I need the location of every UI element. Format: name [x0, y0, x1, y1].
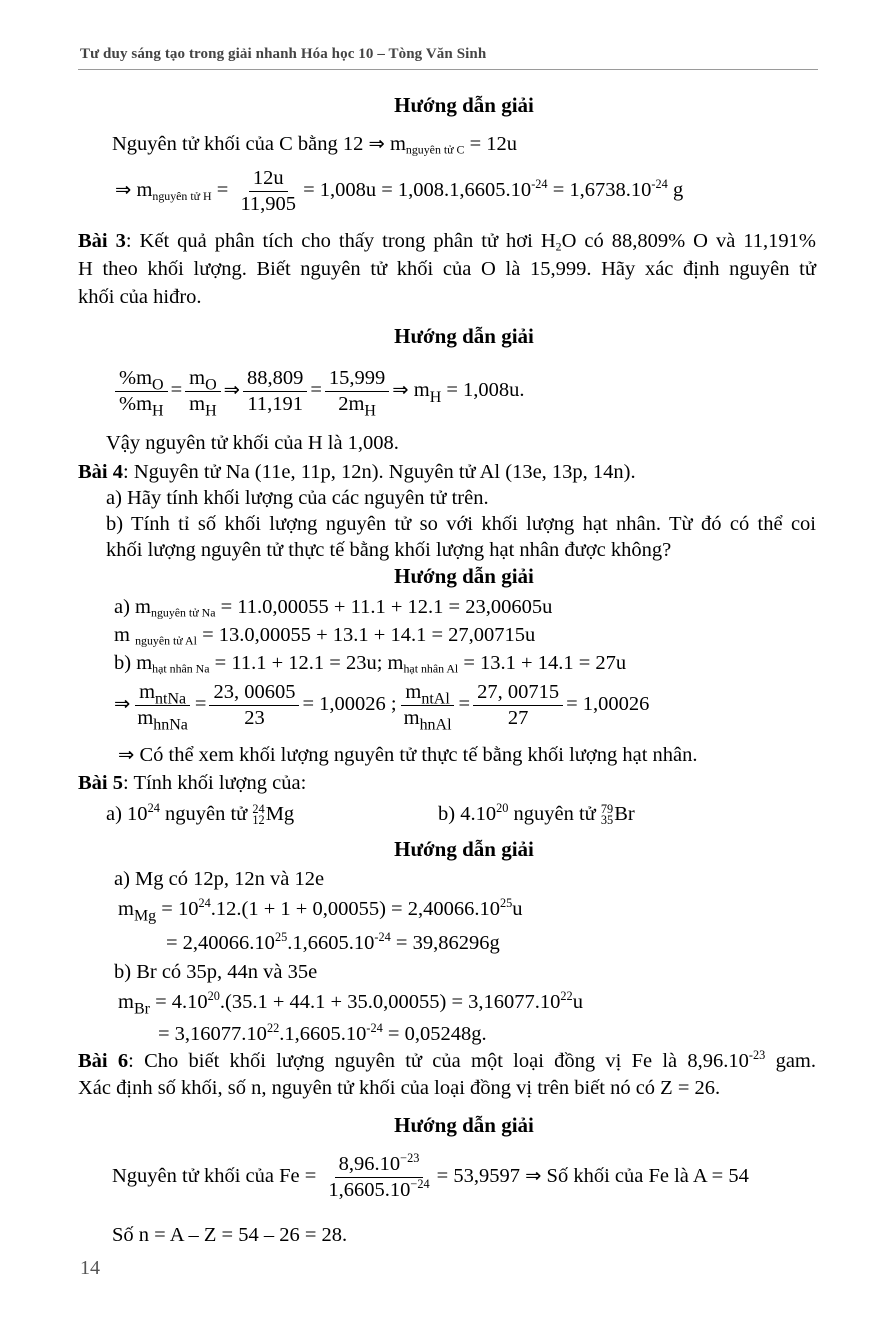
- solution-heading: Hướng dẫn giải: [394, 564, 534, 588]
- sol6-equation: Nguyên tử khối của Fe = $\frac{8,96.10^{-23}}{1,6605.10^{-24}}$ = 53,9597 ⇒ Số khối của Fe là A = 54: [112, 1151, 749, 1201]
- bai3-line1: Bài 3: Kết quả phân tích cho thấy trong phân tử hơi $H_2O$ có 88,809% O và 11,191%: [78, 230, 816, 254]
- bai3-line3: khối của hiđro.: [78, 286, 202, 308]
- sol2-line2: ⇒ $m_{nguyên tử H}$ = $\frac{12u}{11,905}$ = $1,008u = 1,008.1,6605.10^{-24} = 1,6738.10^{-24}$ g: [115, 167, 684, 215]
- solution-heading: Hướng dẫn giải: [394, 93, 534, 117]
- solution-heading: Hướng dẫn giải: [394, 1113, 534, 1137]
- bai5-a: a) $10^{24}$ nguyên tử 24 12 Mg: [106, 801, 295, 828]
- bai4-a: a) Hãy tính khối lượng của các nguyên tử trên.: [106, 487, 489, 509]
- sol5-br1: $m_{Br} = 4.10^{20}.(35.1 + 44.1 + 35.0,00055) = 3,16077.10^{22}u$: [118, 989, 583, 1018]
- sol3-equation: $\frac{\%m_O}{\%m_H}$ = $\frac{m_O}{m_H}$ ⇒ $\frac{88,809}{11,191}$ = $\frac{15,999}{2m_H}$ ⇒ $m_H = 1,008u$.: [112, 366, 525, 417]
- running-header: Tư duy sáng tạo trong giải nhanh Hóa học 10 – Tòng Văn Sinh: [80, 46, 487, 62]
- sol5-mg1: $m_{Mg} = 10^{24}.12.(1 + 1 + 0,00055) = 2,40066.10^{25}u$: [118, 896, 523, 925]
- bai4-b2: khối lượng nguyên tử thực tế bằng khối lượng hạt nhân được không?: [106, 539, 672, 561]
- sol5-a: a) Mg có 12p, 12n và 12e: [114, 868, 325, 890]
- bai4-line1: Bài 4: Nguyên tử Na (11e, 11p, 12n). Nguyên tử Al (13e, 13p, 14n).: [78, 461, 636, 483]
- sol5-br2: = $3,16077.10^{22}.1,6605.10^{-24} = 0,05248g$.: [158, 1021, 487, 1045]
- sol6-line2: Số n = A – Z = 54 – 26 = 28.: [112, 1224, 348, 1246]
- bai5-line1: Bài 5: Tính khối lượng của:: [78, 772, 307, 794]
- sol2-line1: Nguyên tử khối của C bằng 12 ⇒ $m_{nguyên tử C} = 12u$: [112, 132, 518, 157]
- sol4-b: b) $m_{hạt nhân Na} = 11.1 + 12.1 = 23u$; $m_{hạt nhân Al} = 13.1 + 14.1 = 27u$: [114, 652, 627, 676]
- bai6-line1: Bài 6: Cho biết khối lượng nguyên tử của một loại đồng vị Fe là $8,96.10^{-23}$ gam.: [78, 1048, 817, 1072]
- sol5-mg2: = $2,40066.10^{25}.1,6605.10^{-24} = 39,86296g$: [166, 930, 500, 954]
- sol4-ratio: ⇒ $\frac{m_{ntNa}}{m_{hnNa}}$ = $\frac{23, 00605}{23}$ = 1,00026 ; $\frac{m_{ntAl}}{m_{hnAl}}$ = $\frac{27, 00715}{27}$ = 1,00026: [114, 681, 650, 734]
- sol4-a: a) $m_{nguyên tử Na} = 11.0,00055 + 11.1 + 12.1 = 23,00605u$: [114, 596, 553, 620]
- bai6-line2: Xác định số khối, số n, nguyên tử khối của loại đồng vị trên biết nó có Z = 26.: [78, 1077, 721, 1099]
- sol5-b: b) Br có 35p, 44n và 35e: [114, 961, 318, 983]
- sol3-conclusion: Vậy nguyên tử khối của H là 1,008.: [106, 432, 399, 454]
- header-rule: [78, 69, 818, 70]
- solution-heading: Hướng dẫn giải: [394, 837, 534, 861]
- sol4-al: m $_{nguyên tử Al}$ = 13.0,00055 + 13.1 + 14.1 = 27,00715u: [114, 624, 536, 648]
- bai3-line2: H theo khối lượng. Biết nguyên tử khối của O là 15,999. Hãy xác định nguyên tử: [78, 258, 816, 280]
- solution-heading: Hướng dẫn giải: [394, 324, 534, 348]
- bai5-b: b) 4.10$^{20}$ nguyên tử 79 35 Br: [438, 801, 635, 828]
- sol4-conclusion: ⇒ Có thể xem khối lượng nguyên tử thực tế bằng khối lượng hạt nhân.: [118, 743, 698, 766]
- page-number: 14: [80, 1257, 100, 1279]
- bai4-b1: b) Tính tỉ số khối lượng nguyên tử so với khối lượng hạt nhân. Từ đó có thể coi: [106, 513, 816, 535]
